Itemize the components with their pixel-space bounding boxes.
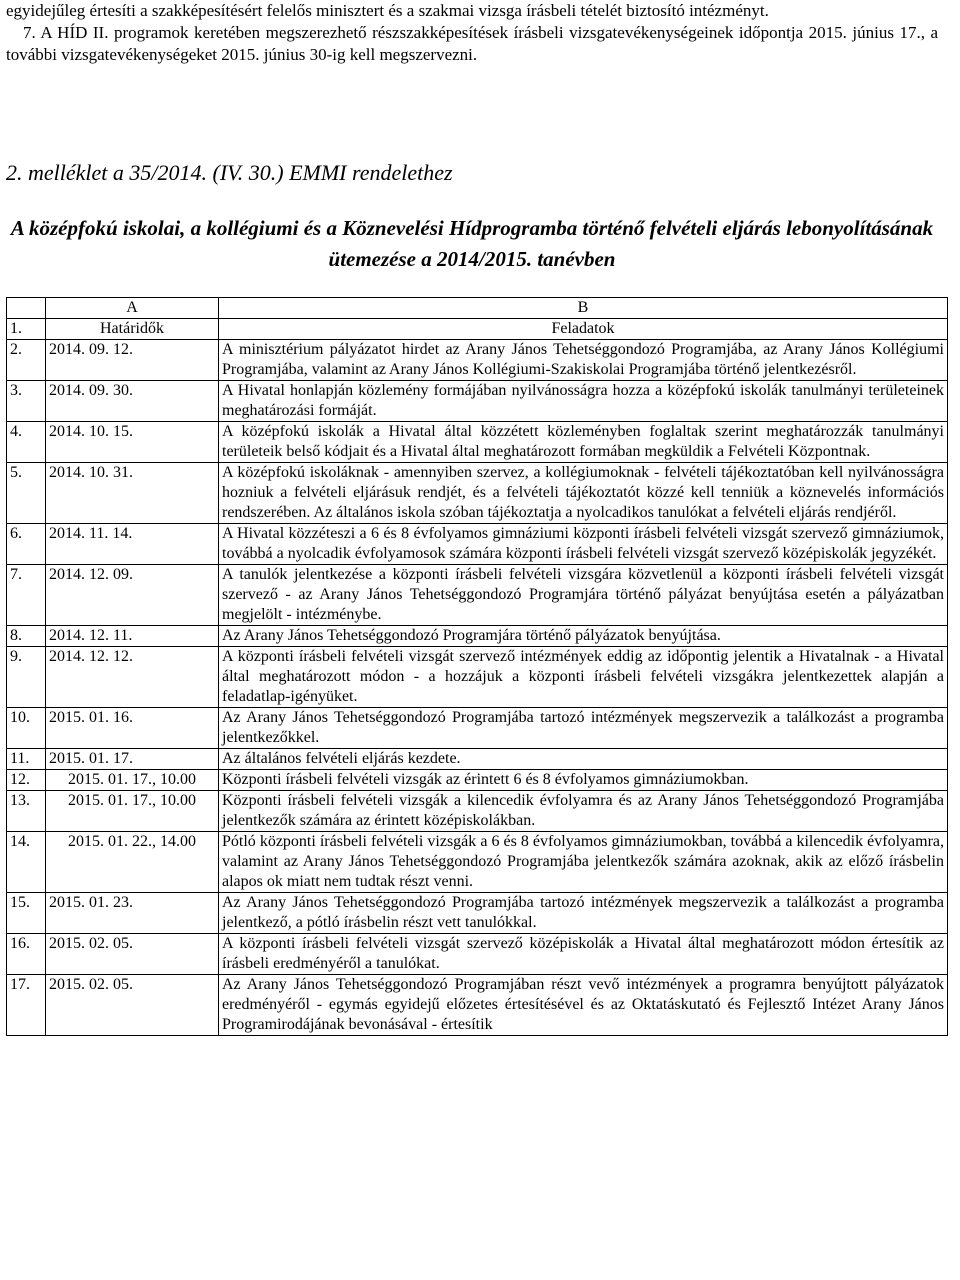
table-row [7, 340, 948, 381]
row-number: 14. [7, 832, 46, 893]
row-task: Az Arany János Tehetséggondozó Programjában részt vevő intézmények a programra benyújtott pályázatok eredményéről - egymás egyidejű előzetes értesítésével és az Oktatáskutató és Fejlesztő Intézet Arany János Programirodájának bevonásával - értesítik [219, 975, 948, 1036]
column-letter-row [7, 298, 948, 319]
table-row [7, 934, 948, 975]
row-deadline: 2015. 01. 17., 10.00 [46, 770, 219, 791]
row-deadline: 2014. 10. 31. [46, 463, 219, 524]
column-a-label: A [46, 298, 219, 319]
row-number: 3. [7, 381, 46, 422]
table-row [7, 422, 948, 463]
table-row [7, 463, 948, 524]
row-task: A középfokú iskoláknak - amennyiben szervez, a kollégiumoknak - felvételi tájékoztatóban kell nyilvánosságra hozniuk a felvételi eljárásuk rendjét, és a felvételi tájékoztatót közzé kell tenniük a köznevelés információs rendszerében. Az általános iskola szóban tájékoztatja a nyolcadikos tanulókat a felvételi eljárás rendjéről. [219, 463, 948, 524]
row-task: A tanulók jelentkezése a központi írásbeli felvételi vizsgára közvetlenül a központi írásbeli felvételi vizsgát szervező - az Arany János Tehetséggondozó Programjára történő pályázat benyújtása esetén a pályázatban megjelölt - intézménybe. [219, 565, 948, 626]
row-task: Az Arany János Tehetséggondozó Programjába tartozó intézmények megszervezik a találkozást a programba jelentkező, a pótló írásbelin részt vett tanulókkal. [219, 893, 948, 934]
table-row [7, 381, 948, 422]
row-number: 4. [7, 422, 46, 463]
row-number: 17. [7, 975, 46, 1036]
table-row [7, 832, 948, 893]
row-deadline: 2014. 12. 12. [46, 647, 219, 708]
row-deadline: 2014. 09. 30. [46, 381, 219, 422]
row-number: 7. [7, 565, 46, 626]
row-deadline: 2014. 12. 11. [46, 626, 219, 647]
row-task: Központi írásbeli felvételi vizsgák a kilencedik évfolyamra és az Arany János Tehetséggondozó Programjába jelentkezők számára az érintett középiskolákban. [219, 791, 948, 832]
row-deadline: 2015. 01. 16. [46, 708, 219, 749]
header-row-number: 1. [7, 319, 46, 340]
row-task: A Hivatal közzéteszi a 6 és 8 évfolyamos gimnáziumi központi írásbeli felvételi vizsgát szervező gimnáziumok, továbbá a nyolcadik évfolyamosok számára központi írásbeli felvételi vizsgát szervező középiskolák jegyzékét. [219, 524, 948, 565]
table-row [7, 647, 948, 708]
row-task: A minisztérium pályázatot hirdet az Arany János Tehetséggondozó Programjába, az Arany János Kollégiumi Programjába, valamint az Arany János Kollégiumi-Szakiskolai Programjába történő jelentkezésről. [219, 340, 948, 381]
row-deadline: 2015. 01. 23. [46, 893, 219, 934]
row-number: 11. [7, 749, 46, 770]
row-deadline: 2014. 09. 12. [46, 340, 219, 381]
row-number: 6. [7, 524, 46, 565]
row-task: A központi írásbeli felvételi vizsgát szervező intézmények eddig az időpontig jelentik a Hivatalnak - a Hivatal által meghatározott módon - a hozzájuk a központi írásbeli felvételi vizsgákra jelentkezettek alapján a feladatlap-igényüket. [219, 647, 948, 708]
intro-paragraph-2: 7. A HÍD II. programok keretében megszerezhető részszakképesítések írásbeli vizsgatevékenységeinek időpontja 2015. június 17., a további vizsgatevékenységeket 2015. június 30-ig kell megszervezni. [6, 23, 938, 64]
row-number: 5. [7, 463, 46, 524]
row-number: 8. [7, 626, 46, 647]
row-deadline: 2015. 01. 17. [46, 749, 219, 770]
table-cell [7, 298, 46, 319]
row-task: Központi írásbeli felvételi vizsgák az érintett 6 és 8 évfolyamos gimnáziumokban. [219, 770, 948, 791]
row-deadline: 2014. 10. 15. [46, 422, 219, 463]
row-number: 13. [7, 791, 46, 832]
row-number: 15. [7, 893, 46, 934]
table-row [7, 893, 948, 934]
row-number: 9. [7, 647, 46, 708]
row-task: Az általános felvételi eljárás kezdete. [219, 749, 948, 770]
row-task: A központi írásbeli felvételi vizsgát szervező középiskolák a Hivatal által meghatározott módon értesítik az írásbeli eredményéről a tanulókat. [219, 934, 948, 975]
row-deadline: 2014. 12. 09. [46, 565, 219, 626]
intro-paragraph-1: egyidejűleg értesíti a szakképesítésért felelős minisztert és a szakmai vizsga írásbeli tételét biztosító intézményt. [6, 1, 769, 20]
row-number: 16. [7, 934, 46, 975]
header-tasks: Feladatok [219, 319, 948, 340]
row-deadline: 2015. 02. 05. [46, 975, 219, 1036]
intro-text [6, 0, 938, 66]
row-number: 2. [7, 340, 46, 381]
table-row [7, 708, 948, 749]
table-row [7, 791, 948, 832]
row-number: 10. [7, 708, 46, 749]
row-task: Az Arany János Tehetséggondozó Programjába tartozó intézmények megszervezik a találkozást a programba jelentkezőkkel. [219, 708, 948, 749]
table-row [7, 524, 948, 565]
row-deadline: 2015. 01. 17., 10.00 [46, 791, 219, 832]
table-row [7, 565, 948, 626]
row-task: Pótló központi írásbeli felvételi vizsgák a 6 és 8 évfolyamos gimnáziumokban, továbbá a kilencedik évfolyamra, valamint az Arany János Tehetséggondozó Programjába jelentkezők számára azoknak, akik az előző írásbelin alapos ok miatt nem tudtak részt venni. [219, 832, 948, 893]
document-title: A középfokú iskolai, a kollégiumi és a Köznevelési Hídprogramba történő felvételi eljárás lebonyolításának ütemezése a 2014/2015. tanévben [10, 216, 934, 271]
header-deadline: Határidők [46, 319, 219, 340]
annex-heading: 2. melléklet a 35/2014. (IV. 30.) EMMI rendelethez [6, 160, 453, 185]
row-deadline: 2015. 01. 22., 14.00 [46, 832, 219, 893]
header-row [7, 319, 948, 340]
row-task: A középfokú iskolák a Hivatal által közzétett közleményben foglaltak szerint meghatározzák tanulmányi területeik belső kódjait és a Hivatal által meghatározott formában megküldik a Felvételi Központnak. [219, 422, 948, 463]
column-b-label: B [219, 298, 948, 319]
table-row [7, 770, 948, 791]
row-deadline: 2014. 11. 14. [46, 524, 219, 565]
table-row [7, 975, 948, 1036]
row-deadline: 2015. 02. 05. [46, 934, 219, 975]
row-task: A Hivatal honlapján közlemény formájában nyilvánosságra hozza a középfokú iskolák tanulmányi területeinek meghatározási formáját. [219, 381, 948, 422]
row-number: 12. [7, 770, 46, 791]
table-row [7, 749, 948, 770]
row-task: Az Arany János Tehetséggondozó Programjára történő pályázatok benyújtása. [219, 626, 948, 647]
schedule-table [6, 297, 948, 1036]
table-row [7, 626, 948, 647]
